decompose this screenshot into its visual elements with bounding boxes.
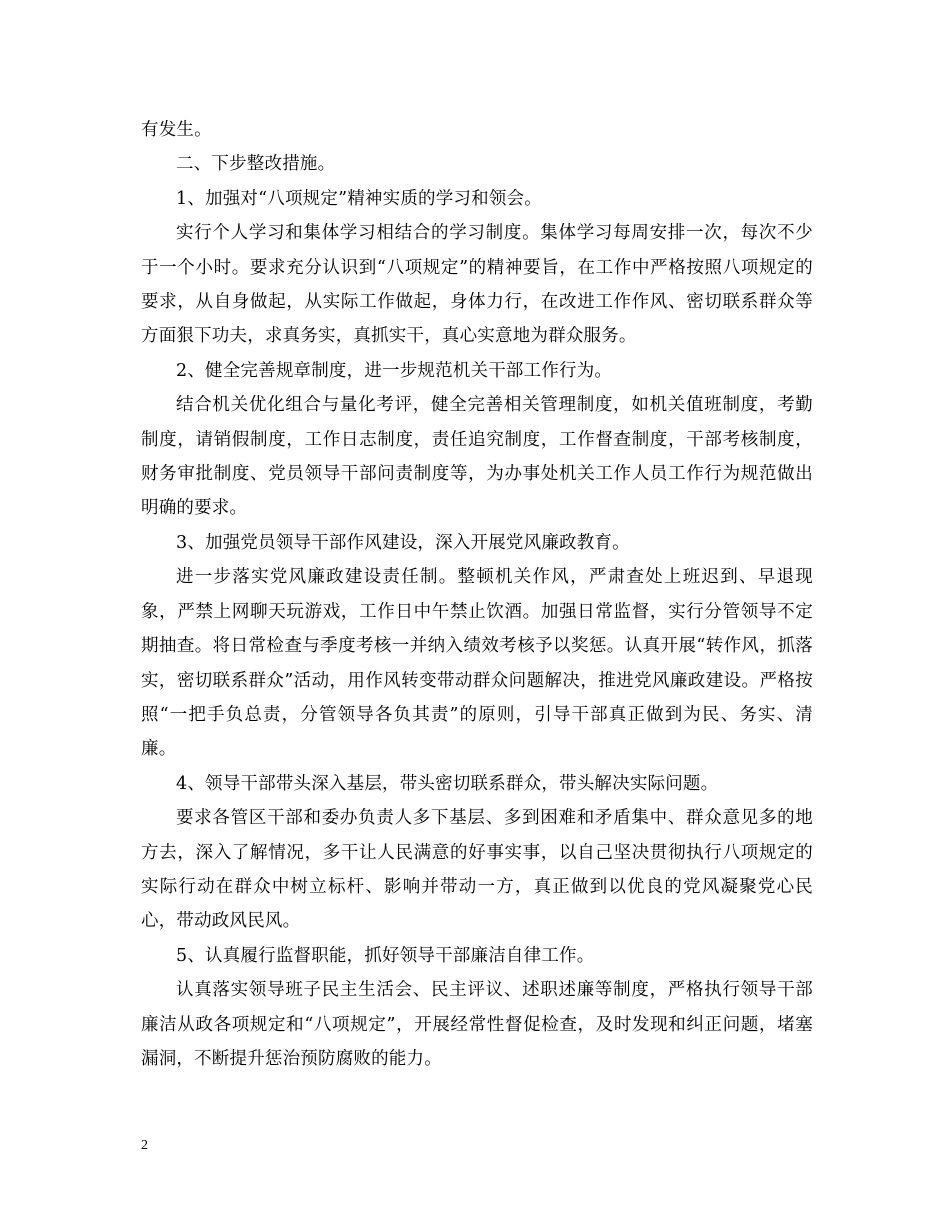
- item-heading-1: 1、加强对“八项规定”精神实质的学习和领会。: [176, 188, 542, 209]
- item-body-4: 要求各管区干部和委办负责人多下基层、多到困难和矛盾集中、群众意见多的地方去，深入了解情况，多干让人民满意的好事实事，以自己坚决贯彻执行八项规定的实际行动在群众中树立标杆、影响并带动一方，真正做到以优良的党风凝聚党心民心，带动政风民风。: [141, 808, 813, 932]
- item-body-5: 认真落实领导班子民主生活会、民主评议、述职述廉等制度，严格执行领导干部廉洁从政各项规定和“八项规定”，开展经常性督促检查，及时发现和纠正问题，堵塞漏洞，不断提升惩治预防腐败的能力。: [141, 980, 813, 1069]
- item-heading-4: 4、领导干部带头深入基层，带头密切联系群众，带头解决实际问题。: [176, 773, 719, 794]
- item-body-3: 进一步落实党风廉政建设责任制。整顿机关作风，严肃查处上班迟到、早退现象，严禁上网聊天玩游戏，工作日中午禁止饮酒。加强日常监督，实行分管领导不定期抽查。将日常检查与季度考核一并纳入绩效考核予以奖惩。认真开展“转作风，抓落实，密切联系群众”活动，用作风转变带动群众问题解决，推进党风廉政建设。严格按照“一把手负总责，分管领导各负其责”的原则，引导干部真正做到为民、务实、清廉。: [141, 567, 813, 760]
- item-heading-2: 2、健全完善规章制度，进一步规范机关干部工作行为。: [176, 360, 613, 381]
- page-number: 2: [141, 1138, 148, 1153]
- paragraph-continuation: 有发生。: [141, 120, 212, 140]
- section-heading-rectification-measures: 二、下步整改措施。: [176, 154, 336, 175]
- item-heading-5: 5、认真履行监督职能，抓好领导干部廉洁自律工作。: [176, 945, 595, 966]
- item-body-1: 实行个人学习和集体学习相结合的学习制度。集体学习每周安排一次，每次不少于一个小时。要求充分认识到“八项规定”的精神要旨，在工作中严格按照八项规定的要求，从自身做起，从实际工作做起，身体力行，在改进工作作风、密切联系群众等方面狠下功夫，求真务实，真抓实干，真心实意地为群众服务。: [141, 223, 813, 347]
- item-body-2: 结合机关优化组合与量化考评，健全完善相关管理制度，如机关值班制度，考勤制度，请销假制度，工作日志制度，责任追究制度，工作督查制度，干部考核制度，财务审批制度、党员领导干部问责制度等，为办事处机关工作人员工作行为规范做出明确的要求。: [141, 395, 813, 519]
- item-heading-3: 3、加强党员领导干部作风建设，深入开展党风廉政教育。: [176, 532, 630, 553]
- document-body: [141, 113, 813, 1076]
